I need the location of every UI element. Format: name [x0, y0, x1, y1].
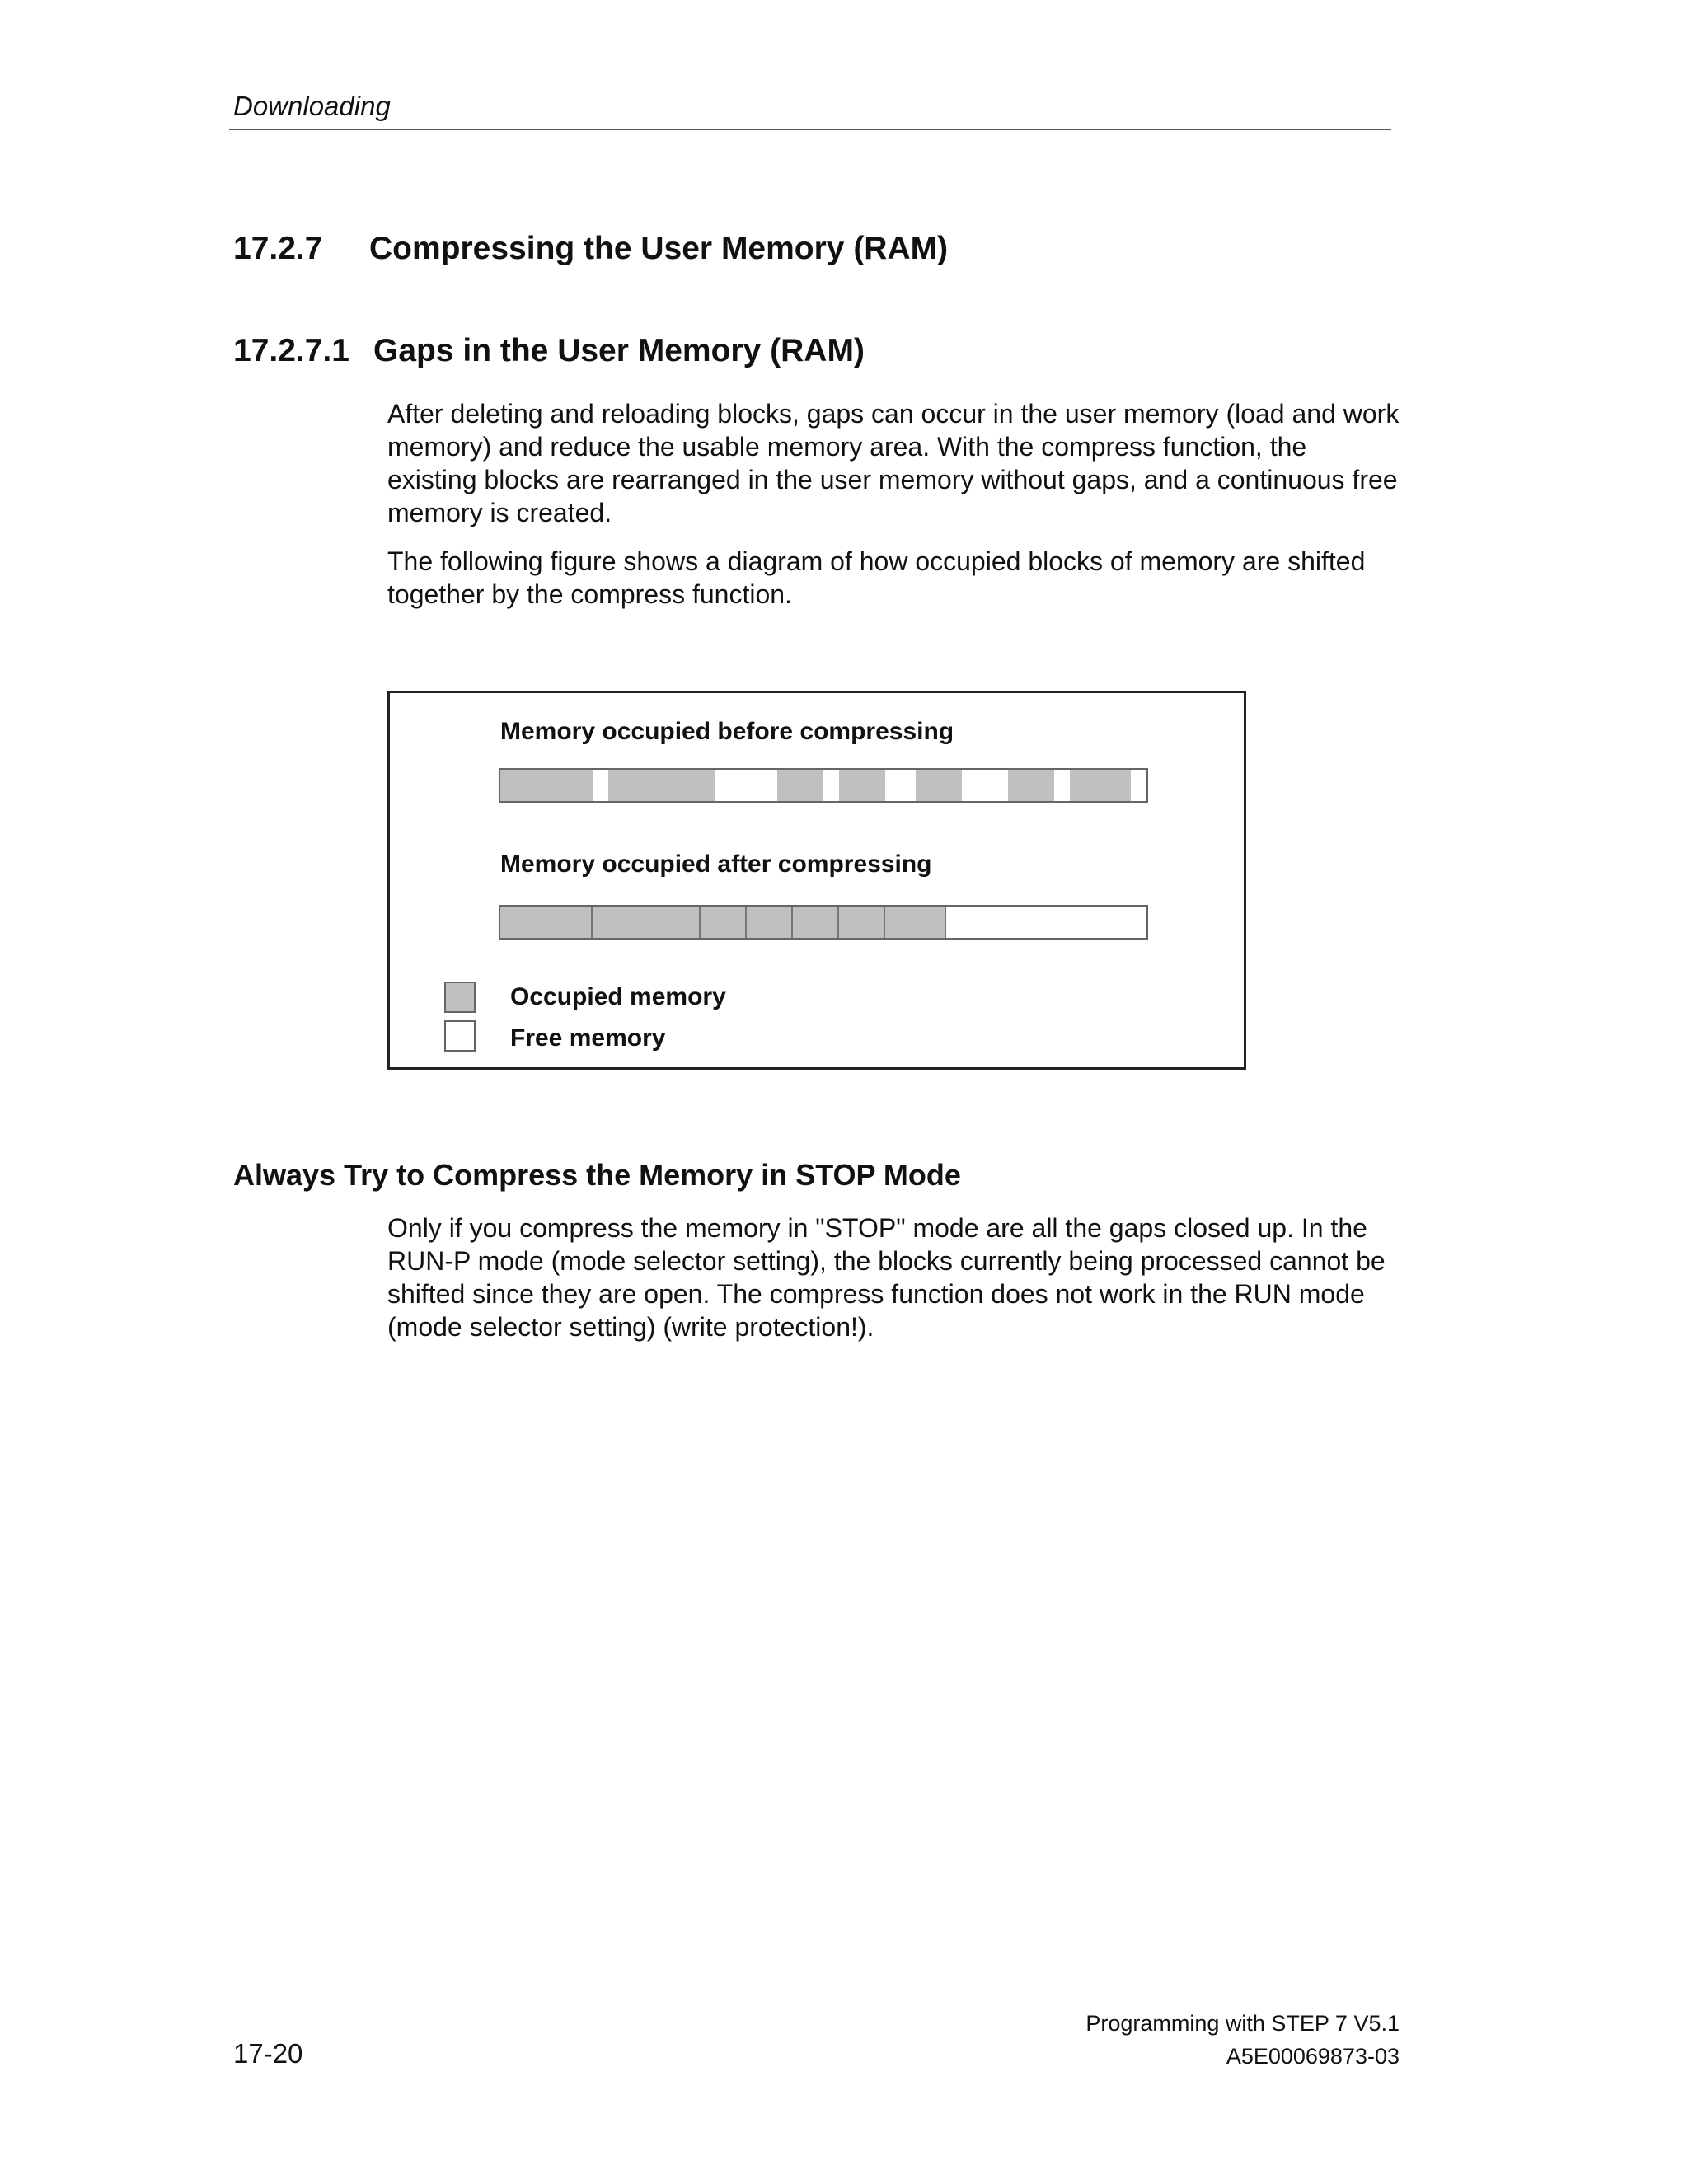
memory-segment-occupied	[793, 907, 839, 938]
footer-book-title: Programming with STEP 7 V5.1	[1085, 2011, 1400, 2036]
section-title: Compressing the User Memory (RAM)	[369, 231, 949, 266]
memory-compression-figure	[387, 691, 1246, 1070]
subsection-number: 17.2.7.1	[233, 333, 349, 368]
memory-segment-occupied	[500, 907, 593, 938]
stop-mode-heading: Always Try to Compress the Memory in STOP Mode	[233, 1158, 961, 1192]
memory-segment-occupied	[777, 770, 823, 801]
subsection-title: Gaps in the User Memory (RAM)	[373, 333, 865, 368]
memory-segment-free	[593, 770, 608, 801]
memory-segment-free	[885, 770, 916, 801]
running-header: Downloading	[233, 91, 391, 121]
memory-segment-free	[1054, 770, 1070, 801]
stop-mode-paragraph: Only if you compress the memory in "STOP" mode are all the gaps closed up. In the RUN-P mode (mode selector setting), the blocks currently being processed cannot be shifted since they are open. The compress function does not work in the RUN mode (mode selector setting) (write protection!).	[387, 1213, 1386, 1342]
memory-segment-occupied	[747, 907, 793, 938]
memory-segment-free	[823, 770, 839, 801]
legend-occupied-label: Occupied memory	[510, 983, 726, 1010]
memory-bar-after	[499, 905, 1148, 940]
section-number: 17.2.7	[233, 231, 323, 266]
footer-page-number: 17-20	[233, 2038, 303, 2069]
memory-segment-occupied	[839, 770, 885, 801]
memory-segment-occupied	[1070, 770, 1132, 801]
memory-segment-occupied	[608, 770, 716, 801]
memory-segment-free	[946, 907, 1146, 938]
intro-paragraph: After deleting and reloading blocks, gaps can occur in the user memory (load and work memory) and reduce the usable memory area. With the compress function, the existing blocks are rearranged in the user memory without gaps, and a continuous free memory is created.	[387, 399, 1400, 527]
before-compress-label: Memory occupied before compressing	[500, 718, 954, 745]
legend-occupied-swatch	[444, 982, 476, 1013]
memory-segment-occupied	[500, 770, 593, 801]
legend-free-label: Free memory	[510, 1024, 666, 1052]
memory-segment-occupied	[1008, 770, 1054, 801]
after-compress-label: Memory occupied after compressing	[500, 851, 932, 878]
memory-segment-free	[715, 770, 777, 801]
footer-order-number: A5E00069873-03	[1226, 2044, 1400, 2069]
memory-segment-free	[962, 770, 1008, 801]
memory-segment-occupied	[701, 907, 747, 938]
memory-segment-occupied	[593, 907, 701, 938]
memory-segment-occupied	[916, 770, 962, 801]
figure-intro-paragraph: The following figure shows a diagram of how occupied blocks of memory are shifted together by the compress function.	[387, 546, 1366, 609]
memory-segment-occupied	[839, 907, 885, 938]
memory-bar-before	[499, 768, 1148, 803]
header-rule	[229, 129, 1391, 130]
memory-segment-occupied	[885, 907, 947, 938]
legend-free-swatch	[444, 1020, 476, 1052]
memory-segment-free	[1131, 770, 1146, 801]
